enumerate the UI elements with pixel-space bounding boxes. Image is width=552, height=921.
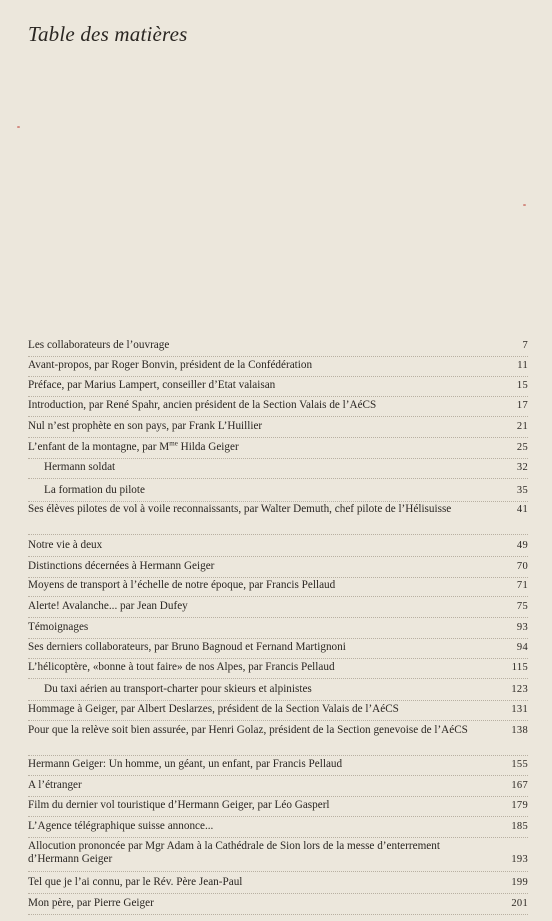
toc-page-number: 94	[516, 642, 528, 653]
toc-divider	[28, 534, 528, 535]
toc-divider	[28, 893, 528, 894]
toc-entry	[28, 799, 528, 812]
toc-page-number: 115	[511, 662, 528, 673]
toc-page-number: 17	[516, 400, 528, 411]
toc-entry	[28, 641, 528, 654]
toc-page-number: 131	[511, 704, 528, 715]
toc-page-number: 185	[511, 821, 528, 832]
toc-page-number: 201	[511, 898, 528, 909]
toc-page-number: 71	[516, 580, 528, 591]
toc-page-number: 179	[511, 800, 528, 811]
toc-entry	[28, 840, 528, 866]
toc-entry-title: Hommage à Geiger, par Albert Deslarzes, président de la Section Valais de l’AéCS	[28, 703, 399, 715]
toc-entry	[28, 661, 528, 674]
toc-divider	[28, 577, 528, 578]
toc-divider	[28, 720, 528, 721]
toc-page-number: 41	[516, 504, 528, 515]
toc-entry	[28, 399, 528, 412]
toc-page-number: 32	[516, 462, 528, 473]
toc-entry	[28, 779, 528, 792]
paper-speck	[17, 126, 20, 128]
toc-divider	[28, 871, 528, 872]
toc-page-number: 138	[511, 725, 528, 736]
toc-divider	[28, 376, 528, 377]
toc-page-number: 167	[511, 780, 528, 791]
toc-entry	[28, 600, 528, 613]
toc-entry	[28, 560, 528, 573]
toc-entry-title: Témoignages	[28, 621, 89, 633]
toc-divider	[28, 556, 528, 557]
toc-page-number: 49	[516, 540, 528, 551]
toc-divider	[28, 755, 528, 756]
toc-entry-title: Du taxi aérien au transport-charter pour skieurs et alpinistes	[44, 683, 312, 695]
toc-page-number: 21	[516, 421, 528, 432]
page-title: Table des matières	[28, 22, 188, 46]
toc-divider	[28, 356, 528, 357]
toc-entry-title: Hermann Geiger: Un homme, un géant, un enfant, par Francis Pellaud	[28, 758, 343, 770]
toc-entry-title: Introduction, par René Spahr, ancien président de la Section Valais de l’AéCS	[28, 399, 377, 411]
toc-entry-title: Moyens de transport à l’échelle de notre époque, par Francis Pellaud	[28, 579, 336, 591]
toc-divider	[28, 678, 528, 679]
toc-divider	[28, 796, 528, 797]
toc-entry-title: Ses élèves pilotes de vol à voile reconnaissants, par Walter Demuth, chef pilote de l’Hélisuisse	[28, 503, 452, 515]
toc-entry-title: Avant-propos, par Roger Bonvin, président de la Confédération	[28, 359, 313, 371]
toc-entry	[28, 339, 528, 352]
toc-divider	[28, 416, 528, 417]
toc-entry	[28, 820, 528, 833]
toc-entry-title: Allocution prononcée par Mgr Adam à la Cathédrale de Sion lors de la messe d’enterrement d’Hermann Geiger	[28, 840, 440, 865]
toc-divider	[28, 816, 528, 817]
toc-entry-title: La formation du pilote	[44, 484, 145, 496]
toc-entry-title: Préface, par Marius Lampert, conseiller d’Etat valaisan	[28, 379, 276, 391]
toc-entry-title: Ses derniers collaborateurs, par Bruno Bagnoud et Fernand Martignoni	[28, 641, 346, 653]
toc-entry-title: Notre vie à deux	[28, 539, 103, 551]
toc-page-number: 35	[516, 485, 528, 496]
toc-page-number: 93	[516, 622, 528, 633]
toc-entry-title: L’Agence télégraphique suisse annonce...	[28, 820, 214, 832]
toc-entry-title: L’enfant de la montagne, par $M^{me}$ Hilda Geiger	[28, 439, 239, 453]
toc-entry-title: Distinctions décernées à Hermann Geiger	[28, 560, 215, 572]
toc-entry-title: Mon père, par Pierre Geiger	[28, 897, 154, 909]
toc-entry	[28, 621, 528, 634]
toc-entry-title: Film du dernier vol touristique d’Hermann Geiger, par Léo Gasperl	[28, 799, 330, 811]
toc-entry	[28, 379, 528, 392]
toc-page-number: 199	[511, 877, 528, 888]
toc-divider	[28, 617, 528, 618]
toc-divider	[28, 458, 528, 459]
toc-entry-title: Les collaborateurs de l’ouvrage	[28, 339, 170, 351]
toc-entry	[28, 461, 528, 474]
toc-page-number: 25	[516, 442, 528, 453]
toc-entry	[28, 897, 528, 910]
toc-entry	[28, 758, 528, 771]
toc-page-number: 75	[516, 601, 528, 612]
toc-page-number: 155	[511, 759, 528, 770]
toc-entry	[28, 876, 528, 889]
toc-divider	[28, 596, 528, 597]
toc-divider	[28, 914, 528, 915]
toc-page-number: 11	[517, 360, 528, 371]
toc-divider	[28, 638, 528, 639]
paper-speck	[523, 204, 526, 206]
toc-entry-title: Tel que je l’ai connu, par le Rév. Père Jean-Paul	[28, 876, 243, 888]
toc-entry	[28, 539, 528, 552]
toc-entry	[28, 579, 528, 592]
toc-divider	[28, 396, 528, 397]
toc-page-number: 7	[522, 340, 528, 351]
toc-entry-title: Hermann soldat	[44, 461, 116, 473]
toc-page-number: 70	[516, 561, 528, 572]
toc-entry	[28, 724, 528, 737]
toc-divider	[28, 658, 528, 659]
toc-divider	[28, 501, 528, 502]
toc-divider	[28, 837, 528, 838]
toc-entry-title: Pour que la relève soit bien assurée, par Henri Golaz, président de la Section genevoise de l’AéCS	[28, 724, 468, 736]
toc-divider	[28, 775, 528, 776]
toc-page-number: 123	[511, 684, 528, 695]
toc-entry	[28, 441, 528, 454]
toc-entry	[28, 703, 528, 716]
toc-entry	[28, 484, 528, 497]
toc-divider	[28, 437, 528, 438]
toc-entry-title: Alerte! Avalanche... par Jean Dufey	[28, 600, 188, 612]
toc-page-number: 15	[516, 380, 528, 391]
toc-entry	[28, 420, 528, 433]
toc-entry	[28, 359, 528, 372]
toc-page-number: 193	[511, 854, 528, 865]
toc-entry	[28, 683, 528, 696]
toc-entry-title: L’hélicoptère, «bonne à tout faire» de nos Alpes, par Francis Pellaud	[28, 661, 335, 673]
toc-divider	[28, 478, 528, 479]
toc-entry-title: Nul n’est prophète en son pays, par Frank L’Huillier	[28, 420, 263, 432]
toc-entry-title: A l’étranger	[28, 779, 82, 791]
toc-divider	[28, 700, 528, 701]
toc-entry	[28, 503, 528, 516]
